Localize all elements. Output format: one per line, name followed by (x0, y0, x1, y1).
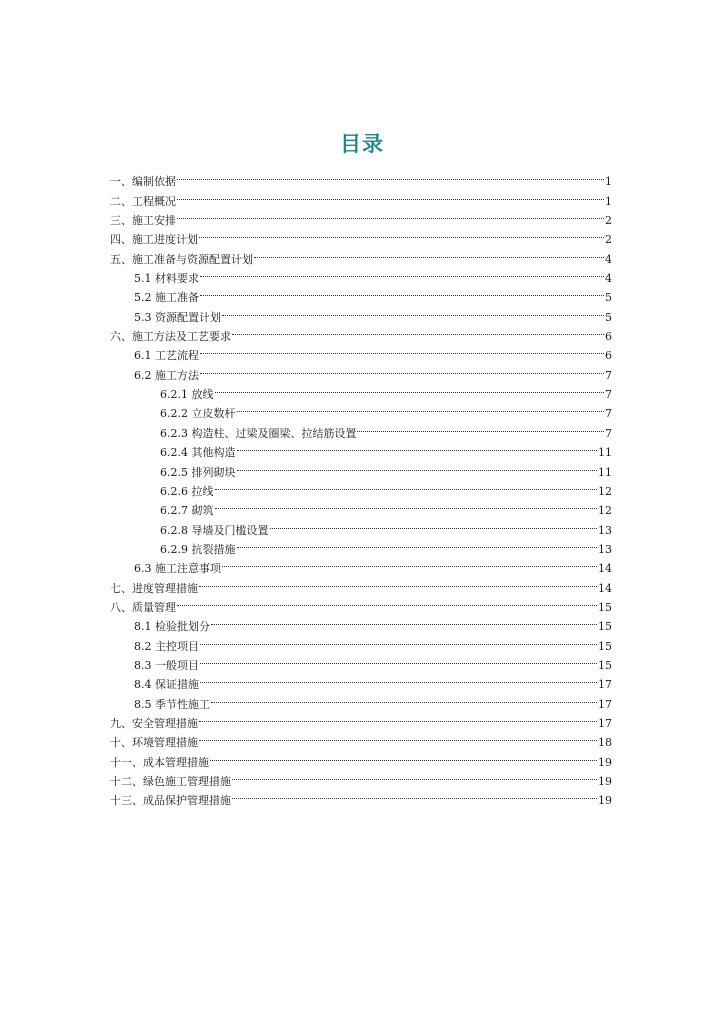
toc-entry[interactable] (0, 417, 724, 440)
toc-entry[interactable] (0, 263, 724, 286)
toc-entry-title: 一、编制依据 (110, 175, 176, 189)
toc-dot-leader (177, 185, 604, 204)
toc-entry-title: 五、施工准备与资源配置计划 (110, 252, 253, 266)
toc-page-number: 5 (605, 310, 612, 324)
toc-dot-leader (200, 630, 597, 649)
toc-entry-title: 十二、绿色施工管理措施 (110, 775, 231, 788)
toc-dot-leader (215, 495, 598, 514)
toc-entry-title: 6.2.2 立皮数杆 (160, 407, 236, 421)
toc-page-number: 11 (598, 446, 612, 460)
table-of-contents (0, 166, 724, 808)
toc-entry[interactable] (0, 398, 724, 421)
toc-dot-leader (232, 785, 597, 804)
toc-dot-leader (232, 766, 597, 785)
toc-entry-title: 6.2 施工方法 (134, 368, 199, 382)
toc-entry-title: 5.1 材料要求 (134, 272, 199, 286)
toc-dot-leader (270, 514, 598, 533)
toc-entry-title: 8.4 保证措施 (134, 678, 199, 692)
toc-page-number: 12 (598, 504, 612, 518)
toc-entry[interactable] (0, 688, 724, 711)
toc-entry-title: 6.2.6 拉线 (160, 484, 214, 498)
toc-dot-leader (210, 746, 597, 765)
toc-entry-title: 四、施工进度计划 (110, 233, 198, 247)
toc-page-number: 13 (598, 542, 612, 556)
toc-page-number: 13 (598, 523, 612, 537)
toc-dot-leader (199, 708, 597, 727)
toc-dot-leader (199, 727, 597, 746)
toc-dot-leader (177, 592, 597, 611)
toc-entry[interactable] (0, 301, 724, 324)
toc-entry-title: 七、进度管理措施 (110, 581, 198, 595)
toc-dot-leader (177, 205, 604, 224)
toc-entry[interactable] (0, 708, 724, 730)
toc-entry[interactable] (0, 650, 724, 672)
toc-page-number: 6 (605, 330, 612, 344)
toc-dot-leader (211, 688, 597, 707)
toc-entry[interactable] (0, 205, 724, 228)
toc-dot-leader (222, 553, 597, 572)
toc-page-number: 14 (598, 581, 612, 595)
toc-entry-title: 十三、成品保护管理措施 (110, 794, 231, 808)
toc-entry[interactable] (0, 514, 724, 537)
toc-entry[interactable] (0, 727, 724, 750)
toc-page-number: 17 (598, 716, 612, 730)
toc-entry[interactable] (0, 476, 724, 498)
toc-entry[interactable] (0, 534, 724, 556)
toc-page-number: 15 (598, 600, 612, 614)
toc-entry-title: 六、施工方法及工艺要求 (110, 330, 231, 344)
toc-entry[interactable] (0, 321, 724, 344)
toc-dot-leader (237, 456, 598, 475)
toc-entry[interactable] (0, 243, 724, 266)
toc-entry[interactable] (0, 766, 724, 788)
toc-page-number: 1 (605, 194, 612, 208)
toc-page-number: 19 (598, 794, 612, 808)
toc-page-number: 14 (598, 562, 612, 576)
toc-entry-title: 8.3 一般项目 (134, 658, 199, 672)
toc-entry[interactable] (0, 495, 724, 518)
toc-page-number: 2 (605, 233, 612, 247)
toc-dot-leader (211, 611, 597, 630)
toc-entry[interactable] (0, 572, 724, 595)
toc-dot-leader (237, 437, 598, 456)
toc-entry[interactable] (0, 553, 724, 576)
toc-entry-title: 6.1 工艺流程 (134, 349, 199, 363)
toc-entry-title: 6.2.1 放线 (160, 388, 214, 402)
toc-page-number: 5 (605, 291, 612, 305)
toc-page-number: 6 (605, 349, 612, 363)
toc-dot-leader (357, 417, 604, 436)
page-title: 目录 (340, 132, 384, 156)
toc-page-number: 7 (605, 407, 612, 421)
toc-dot-leader (232, 321, 604, 340)
toc-page-number: 17 (598, 678, 612, 692)
toc-entry[interactable] (0, 340, 724, 363)
toc-dot-leader (200, 282, 604, 301)
toc-dot-leader (177, 166, 604, 185)
toc-entry[interactable] (0, 379, 724, 402)
toc-page-number: 1 (605, 175, 612, 189)
toc-entry-title: 九、安全管理措施 (110, 716, 198, 730)
toc-dot-leader (254, 243, 604, 262)
toc-dot-leader (222, 301, 604, 320)
toc-page-number: 11 (598, 465, 612, 479)
toc-entry-title: 6.2.3 构造柱、过梁及圈梁、拉结筋设置 (160, 426, 357, 440)
toc-entry[interactable] (0, 746, 724, 769)
toc-entry-title: 8.5 季节性施工 (134, 697, 210, 711)
toc-entry-title: 8.2 主控项目 (134, 639, 199, 653)
toc-dot-leader (199, 572, 597, 591)
toc-entry-title: 5.2 施工准备 (134, 291, 199, 305)
toc-page-number: 19 (598, 775, 612, 788)
toc-page-number: 12 (598, 484, 612, 498)
toc-page-number: 17 (598, 697, 612, 711)
toc-entry-title: 6.2.7 砌筑 (160, 504, 214, 518)
toc-page-number: 7 (605, 368, 612, 382)
toc-page-number: 15 (598, 639, 612, 653)
toc-page-number: 7 (605, 388, 612, 402)
toc-entry[interactable] (0, 359, 724, 382)
toc-page-number: 15 (598, 620, 612, 634)
toc-dot-leader (215, 476, 598, 495)
toc-dot-leader (200, 359, 604, 378)
toc-dot-leader (237, 534, 598, 553)
toc-dot-leader (215, 379, 605, 398)
toc-entry-title: 十一、成本管理措施 (110, 755, 209, 769)
toc-page-number: 7 (605, 426, 612, 440)
toc-entry[interactable] (0, 456, 724, 479)
toc-dot-leader (200, 650, 597, 669)
toc-page-number: 2 (605, 214, 612, 228)
toc-entry[interactable] (0, 282, 724, 305)
toc-entry-title: 6.2.5 排列砌块 (160, 465, 236, 479)
toc-entry[interactable] (0, 185, 724, 208)
toc-entry[interactable] (0, 611, 724, 634)
toc-page-number: 15 (598, 658, 612, 672)
toc-dot-leader (199, 224, 604, 243)
toc-entry-title: 8.1 检验批划分 (134, 620, 210, 634)
toc-entry[interactable] (0, 669, 724, 692)
toc-entry[interactable] (0, 437, 724, 460)
toc-entry[interactable] (0, 630, 724, 653)
toc-dot-leader (200, 340, 604, 359)
toc-entry-title: 6.2.4 其他构造 (160, 446, 236, 460)
toc-page-number: 4 (605, 272, 612, 286)
toc-dot-leader (200, 263, 604, 282)
toc-entry-title: 八、质量管理 (110, 600, 176, 614)
toc-entry-title: 6.3 施工注意事项 (134, 562, 221, 576)
toc-page-number: 19 (598, 755, 612, 769)
toc-dot-leader (200, 669, 597, 688)
toc-entry[interactable] (0, 592, 724, 614)
toc-entry-title: 6.2.8 导墙及门槛设置 (160, 523, 269, 537)
toc-entry[interactable] (0, 224, 724, 247)
toc-page-number: 18 (598, 736, 612, 750)
toc-entry-title: 5.3 资源配置计划 (134, 310, 221, 324)
toc-entry-title: 6.2.9 抗裂措施 (160, 542, 236, 556)
toc-entry-title: 三、施工安排 (110, 214, 176, 228)
toc-entry[interactable] (0, 785, 724, 808)
toc-entry[interactable] (0, 166, 724, 189)
toc-entry-title: 二、工程概况 (110, 194, 176, 208)
toc-page-number: 4 (605, 252, 612, 266)
toc-entry-title: 十、环境管理措施 (110, 736, 198, 750)
toc-dot-leader (237, 398, 605, 417)
